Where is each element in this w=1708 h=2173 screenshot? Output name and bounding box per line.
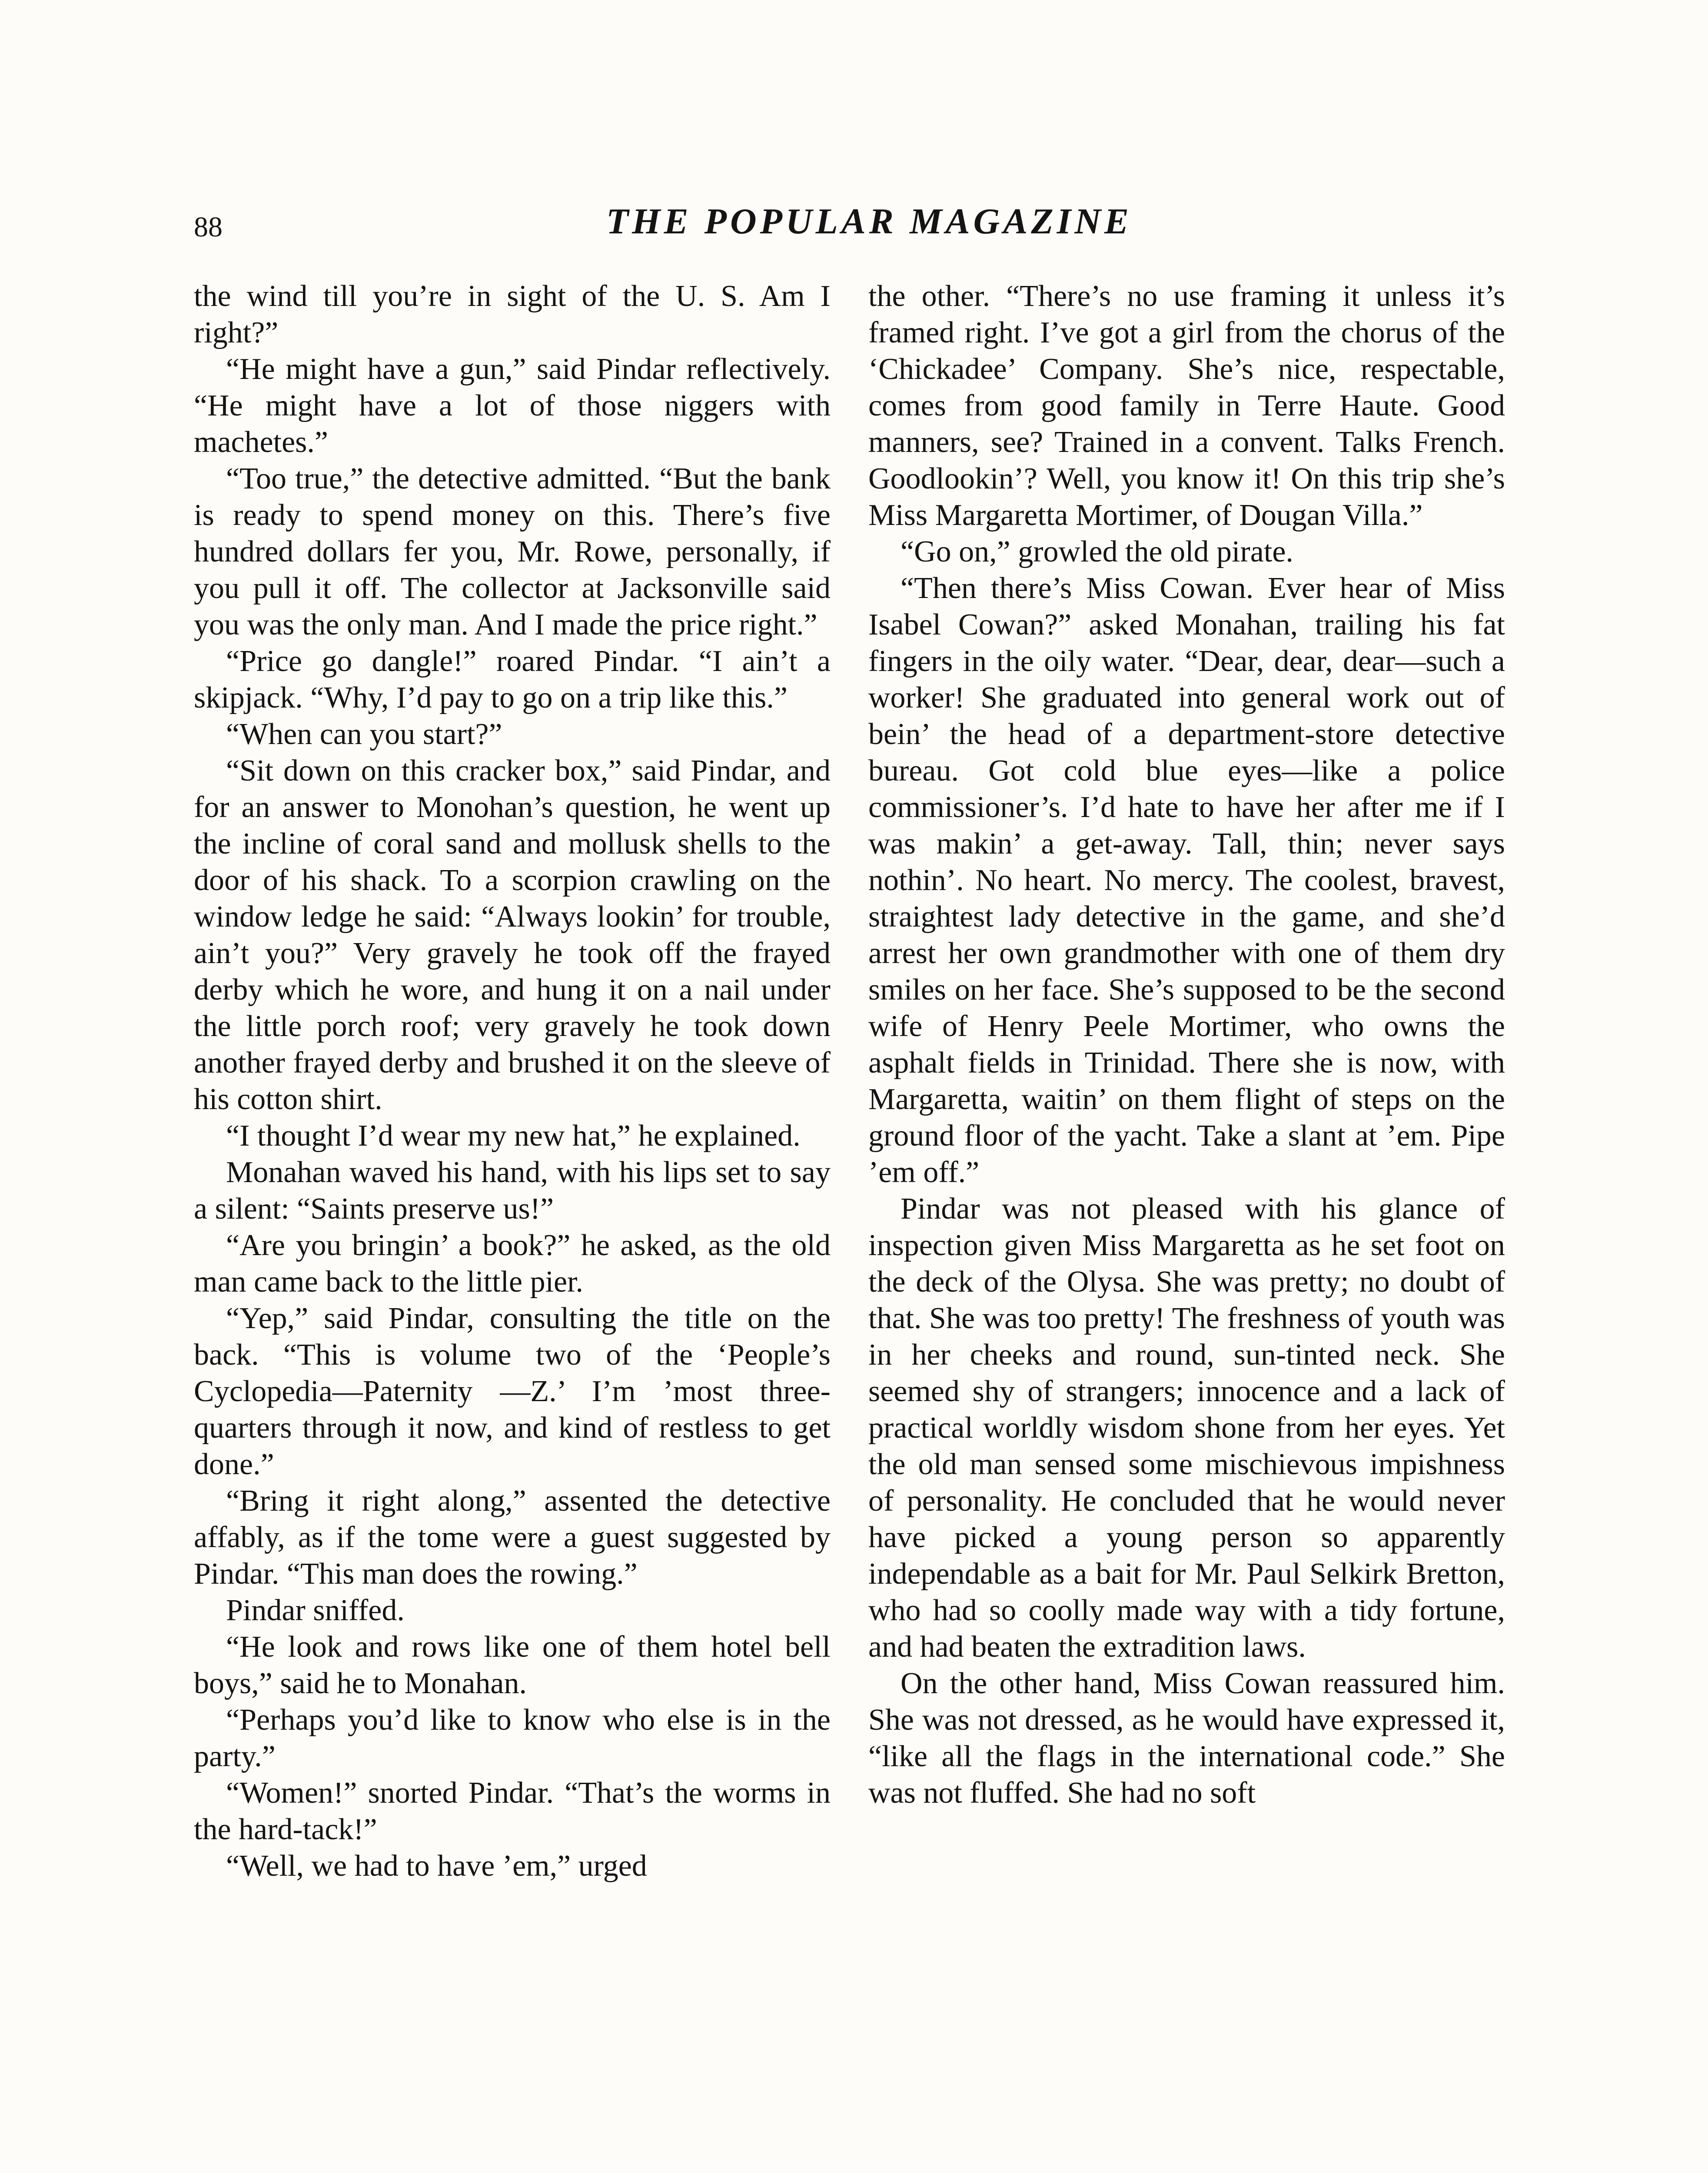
paragraph: Monahan waved his hand, with his lips set to say a silent: “Saints preserve us!” — [194, 1156, 831, 1226]
paragraph: “Sit down on this cracker box,” said Pindar, and for an answer to Monohan’s question, he went up the incline of coral sand and mollusk shells to the door of his shack. To a scorpion crawling on the window ledge he said: “Always lookin’ for trouble, ain’t you?” Very gravely he took off the frayed derby which he wore, and hung it on a nail under the little porch roof; very gravely he took down another frayed derby and brushed it on the sleeve of his cotton shirt. — [194, 754, 831, 1116]
paragraph: “When can you start?” — [226, 718, 502, 751]
paragraph: “Are you bringin’ a book?” he asked, as the old man came back to the little pier. — [194, 1229, 831, 1299]
paragraph: “Yep,” said Pindar, consulting the title on the back. “This is volume two of the ‘People’s Cyclopedia—Paternity —Z.’ I’m ’most three-quarters through it now, and kind of restless to get done.” — [194, 1302, 831, 1481]
paragraph: “I thought I’d wear my new hat,” he explained. — [226, 1119, 801, 1153]
paragraph: “Perhaps you’d like to know who else is in the party.” — [194, 1703, 831, 1773]
paragraph: On the other hand, Miss Cowan reassured him. She was not dressed, as he would have expressed it, “like all the flags in the international code.” She was not fluffed. She had no soft — [868, 1667, 1505, 1810]
paragraph: “Too true,” the detective admitted. “But the bank is ready to spend money on this. There’s five hundred dollars fer you, Mr. Rowe, personally, if you pull it off. The collector at Jacksonville said you was the only man. And I made the price right.” — [194, 462, 831, 641]
right-column — [868, 278, 1505, 1811]
page-number: 88 — [194, 211, 223, 243]
paragraph: “He look and rows like one of them hotel bell boys,” said he to Monahan. — [194, 1630, 831, 1700]
paragraph: “Then there’s Miss Cowan. Ever hear of Miss Isabel Cowan?” asked Monahan, trailing his fat fingers in the oily water. “Dear, dear, dear—such a worker! She graduated into general work out of bein’ the head of a department-store detective bureau. Got cold blue eyes—like a police commissioner’s. I’d hate to have her after me if I was makin’ a get-away. Tall, thin; never says nothin’. No heart. No mercy. The coolest, bravest, straightest lady detective in the game, and she’d arrest her own grandmother with one of them dry smiles on her face. She’s supposed to be the second wife of Henry Peele Mortimer, who owns the asphalt fields in Trinidad. There she is now, with Margaretta, waitin’ on them flight of steps on the ground floor of the yacht. Take a slant at ’em. Pipe ’em off.” — [868, 571, 1505, 1189]
left-column — [194, 278, 831, 1884]
running-title: THE POPULAR MAGAZINE — [606, 201, 1133, 242]
paragraph: “He might have a gun,” said Pindar reflectively. “He might have a lot of those niggers with machetes.” — [194, 352, 831, 459]
paragraph: Pindar was not pleased with his glance of inspection given Miss Margaretta as he set foot on the deck of the Olysa. She was pretty; no doubt of that. She was too pretty! The freshness of youth was in her cheeks and round, sun-tinted neck. She seemed shy of strangers; innocence and a lack of practical worldly wisdom shone from her eyes. Yet the old man sensed some mischievous impishness of personality. He concluded that he would never have picked a young person so apparently independable as a bait for Mr. Paul Selkirk Bretton, who had so coolly made way with a tidy fortune, and had beaten the extradition laws. — [868, 1192, 1505, 1664]
paragraph: the wind till you’re in sight of the U. S. Am I right?” — [194, 279, 831, 349]
paragraph: “Well, we had to have ’em,” urged — [226, 1849, 647, 1883]
paragraph: the other. “There’s no use framing it unless it’s framed right. I’ve got a girl from the chorus of the ‘Chickadee’ Company. She’s nice, respectable, comes from good family in Terre Haute. Good manners, see? Trained in a convent. Talks French. Goodlookin’? Well, you know it! On this trip she’s Miss Margaretta Mortimer, of Dougan Villa.” — [868, 279, 1505, 532]
paragraph: “Go on,” growled the old pirate. — [901, 535, 1293, 568]
paragraph: Pindar sniffed. — [226, 1594, 405, 1627]
paragraph: “Price go dangle!” roared Pindar. “I ain’t a skipjack. “Why, I’d pay to go on a trip like this.” — [194, 645, 831, 714]
paragraph: “Women!” snorted Pindar. “That’s the worms in the hard-tack!” — [194, 1776, 831, 1846]
paragraph: “Bring it right along,” assented the detective affably, as if the tome were a guest suggested by Pindar. “This man does the rowing.” — [194, 1484, 831, 1591]
